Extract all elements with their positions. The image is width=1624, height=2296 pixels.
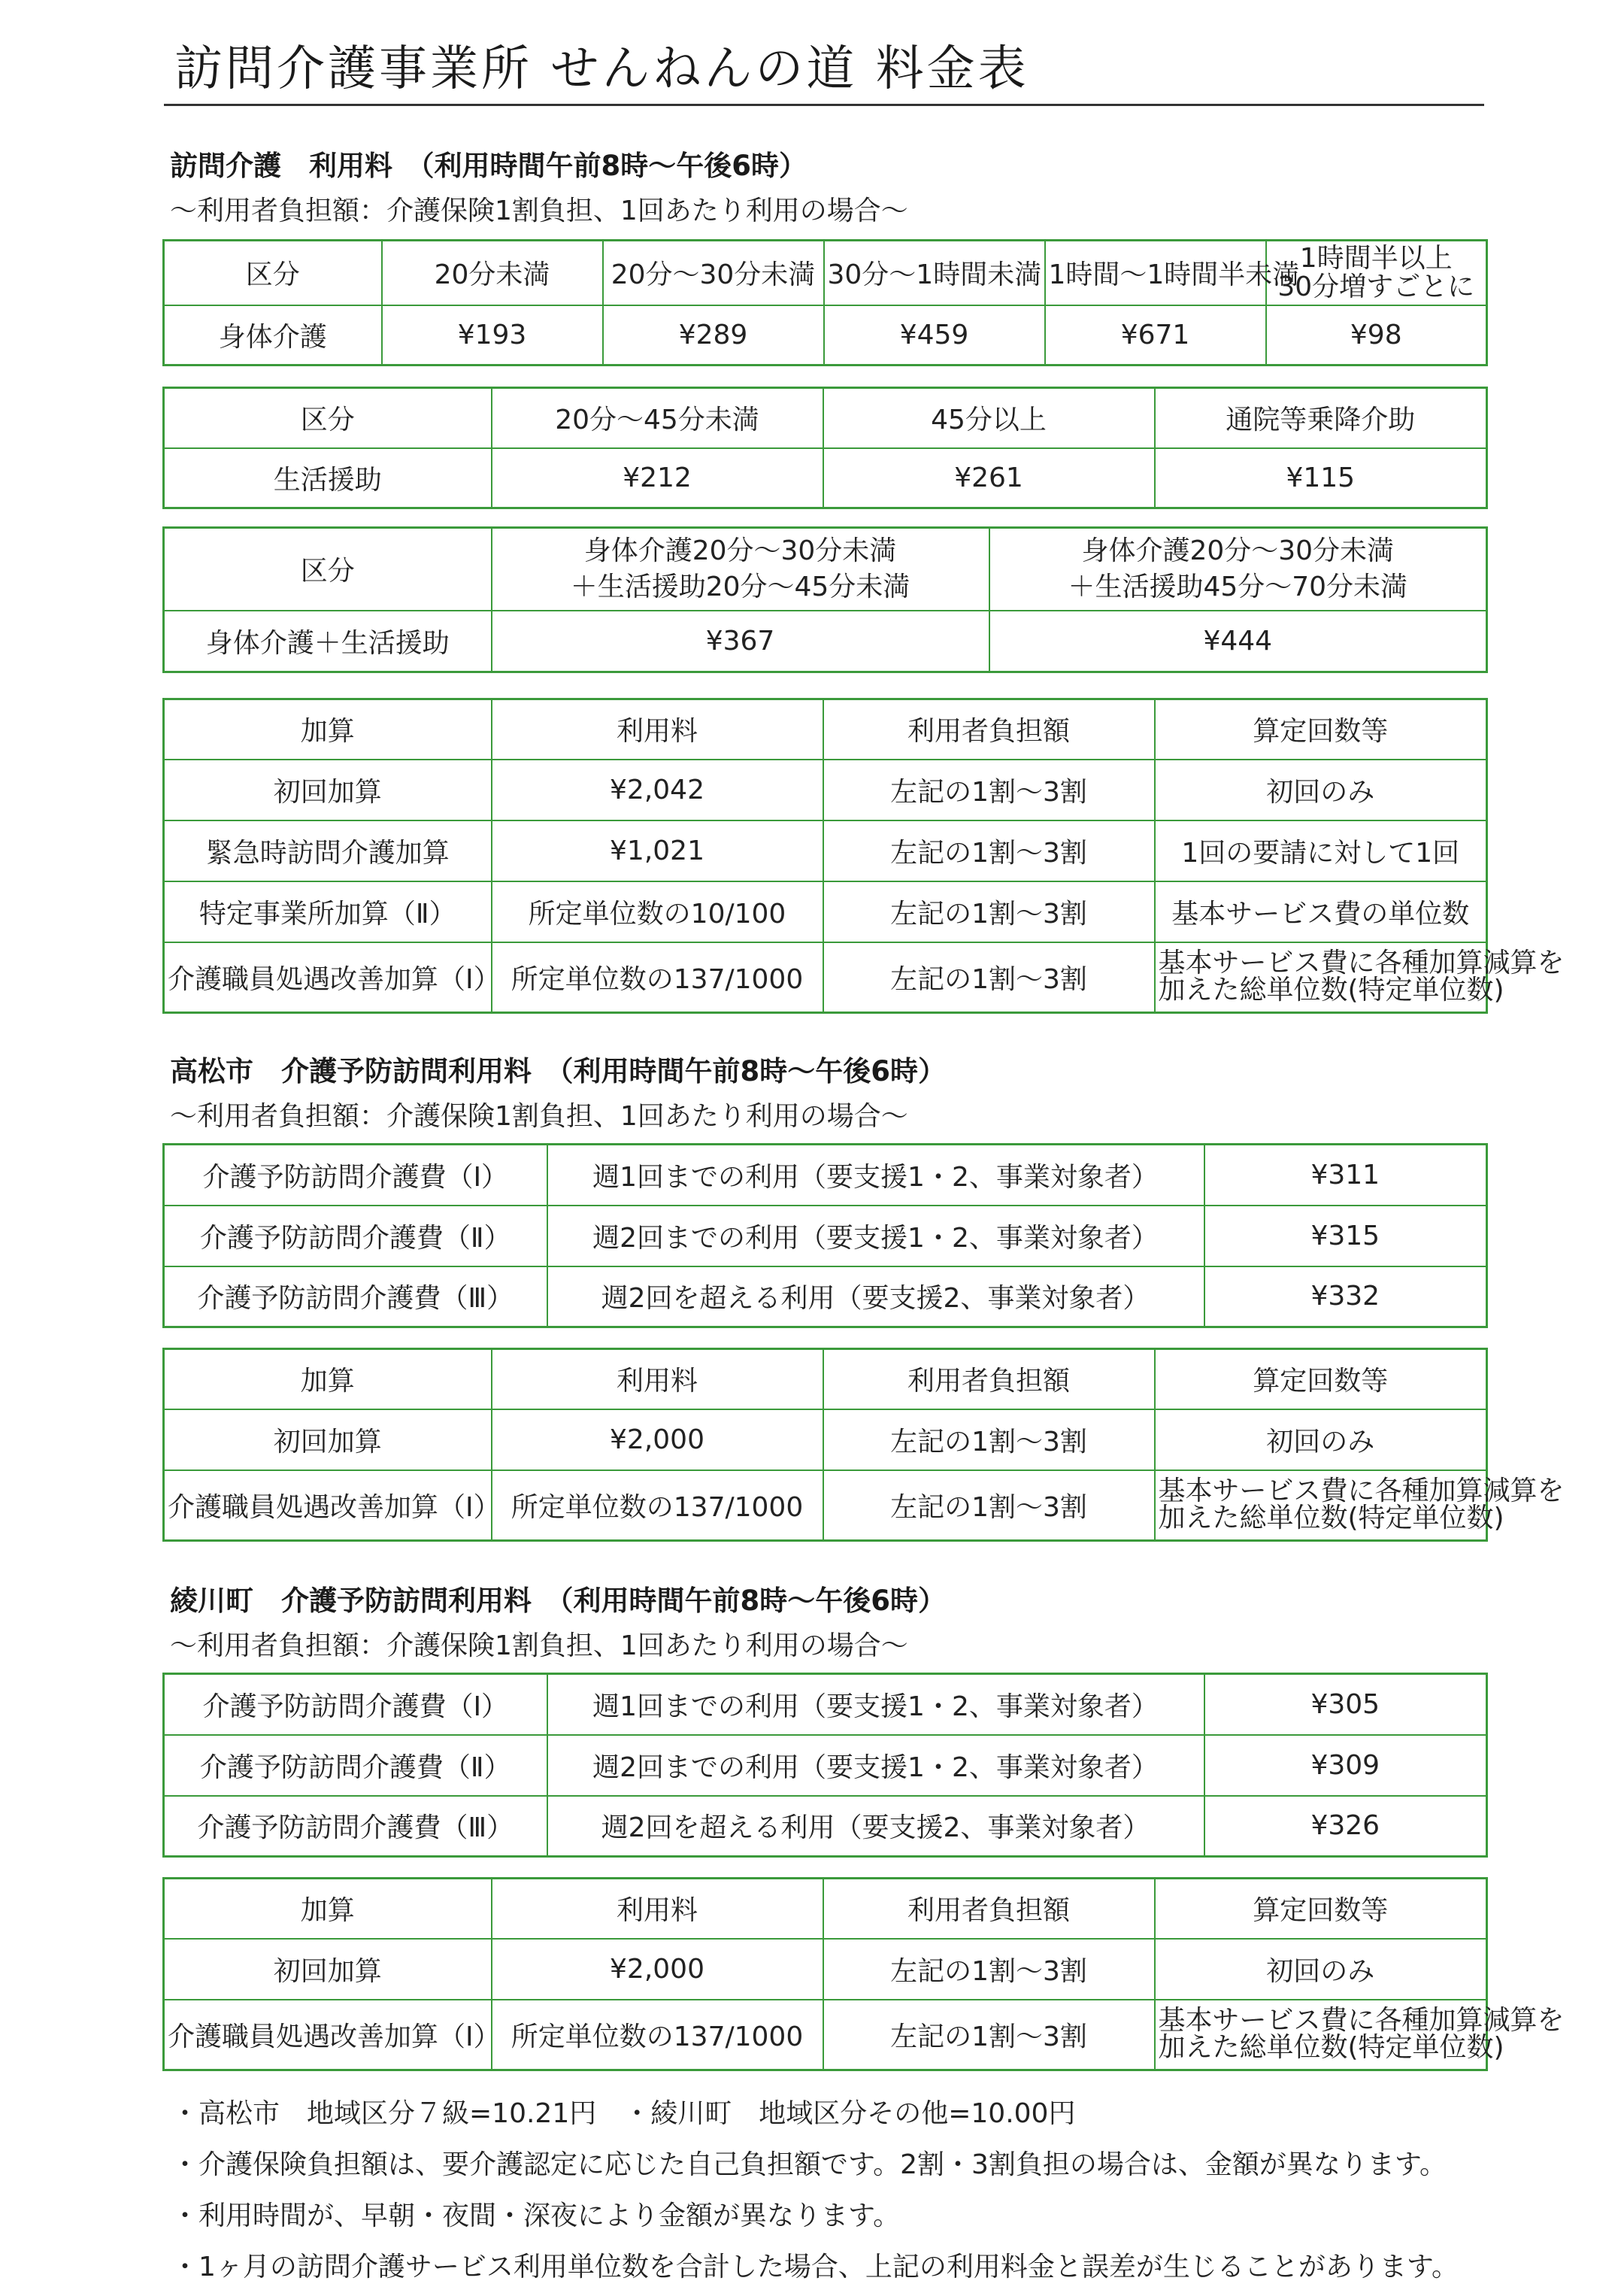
ayagawa-prevention-table (162, 1673, 1488, 1858)
page-title: 訪問介護事業所 せんねんの道 料金表 (174, 41, 1029, 97)
table-cell: 所定単位数の137/1000 (492, 2000, 823, 2070)
combined-care-table (162, 526, 1488, 673)
table-cell: 身体介護＋生活援助 (164, 611, 492, 672)
table-cell: 週1回までの利用（要支援1・2、事業対象者） (547, 1674, 1204, 1735)
table-cell: 週2回までの利用（要支援1・2、事業対象者） (547, 1735, 1204, 1796)
table-cell: 所定単位数の10/100 (492, 881, 823, 942)
section-heading-home-care: 訪問介護 利用料 （利用時間午前8時～午後6時） (170, 150, 807, 182)
table-header-cell: 加算 (164, 699, 492, 760)
table-row (164, 820, 1487, 881)
table-header-cell: 加算 (164, 1349, 492, 1409)
table-cell: 所定単位数の137/1000 (492, 942, 823, 1013)
table-cell: ¥193 (382, 305, 603, 365)
table-cell: 初回のみ (1155, 1409, 1487, 1470)
table-row (164, 1674, 1487, 1735)
table-cell: ¥261 (823, 448, 1155, 508)
table-cell: 介護職員処遇改善加算（Ⅰ） (164, 942, 492, 1013)
table-cell: 左記の1割～3割 (823, 881, 1155, 942)
table-cell: 所定単位数の137/1000 (492, 1470, 823, 1541)
table-cell: 左記の1割～3割 (823, 760, 1155, 820)
table-header-cell: 区分 (164, 528, 492, 611)
table-cell (1155, 942, 1565, 1013)
table-row (164, 611, 1487, 672)
table-cell: 緊急時訪問介護加算 (164, 820, 492, 881)
footnote-rounding: ・1ヶ月の訪問介護サービス利用単位数を合計した場合、上記の利用料金と誤差が生じることがあります。 (171, 2252, 1459, 2282)
section-subnote-ayagawa: ～利用者負担額：介護保険1割負担、1回あたり利用の場合～ (170, 1630, 908, 1661)
table-cell: ¥332 (1204, 1266, 1487, 1327)
header-line: ＋生活援助20分～45分未満 (570, 571, 910, 602)
header-line: 身体介護20分～30分未満 (583, 535, 897, 566)
table-cell: 介護職員処遇改善加算（Ⅰ） (164, 1470, 492, 1541)
table-header-cell: 算定回数等 (1155, 699, 1487, 760)
table-header-cell: 利用料 (492, 1879, 823, 1939)
table-cell: 左記の1割～3割 (823, 942, 1155, 1013)
table-cell: ¥309 (1204, 1735, 1487, 1796)
table-row (164, 1796, 1487, 1857)
table-header-cell: 1時間～1時間半未満 (1045, 241, 1266, 305)
additional-fees-table (162, 698, 1565, 1014)
table-cell: ¥305 (1204, 1674, 1487, 1735)
table-header-cell: 区分 (164, 241, 382, 305)
table-row (164, 1409, 1487, 1470)
table-cell: ¥311 (1204, 1145, 1487, 1206)
table-cell: 介護予防訪問介護費（Ⅲ） (164, 1266, 547, 1327)
table-cell (1155, 1470, 1565, 1541)
section-heading-ayagawa: 綾川町 介護予防訪問利用料 （利用時間午前8時～午後6時） (170, 1585, 946, 1617)
table-cell (1155, 2000, 1565, 2070)
table-cell: 左記の1割～3割 (823, 1470, 1155, 1541)
table-row (164, 1206, 1487, 1266)
table-cell: ¥367 (492, 611, 989, 672)
table-header-cell (989, 528, 1487, 611)
table-cell: 初回加算 (164, 1409, 492, 1470)
table-header-cell: 算定回数等 (1155, 1349, 1487, 1409)
table-row (164, 448, 1487, 508)
note-line: 加えた総単位数(特定単位数) (1158, 1503, 1504, 1534)
table-header-cell: 利用者負担額 (823, 1349, 1155, 1409)
note-line: 基本サービス費に各種加算減算を (1158, 948, 1565, 979)
section-subnote-takamatsu: ～利用者負担額：介護保険1割負担、1回あたり利用の場合～ (170, 1101, 908, 1132)
table-cell: 介護職員処遇改善加算（Ⅰ） (164, 2000, 492, 2070)
table-row (164, 305, 1487, 365)
table-header-cell (1266, 241, 1487, 305)
note-line: 基本サービス費に各種加算減算を (1158, 1476, 1565, 1507)
section-heading-takamatsu: 高松市 介護予防訪問利用料 （利用時間午前8時～午後6時） (170, 1055, 946, 1087)
table-row (164, 1266, 1487, 1327)
table-header-cell: 利用者負担額 (823, 699, 1155, 760)
header-line: 身体介護20分～30分未満 (1081, 535, 1395, 566)
header-line: ＋生活援助45分～70分未満 (1068, 571, 1408, 602)
table-cell: ¥671 (1045, 305, 1266, 365)
table-header-cell: 20分～30分未満 (603, 241, 824, 305)
table-cell: 介護予防訪問介護費（Ⅲ） (164, 1796, 547, 1857)
note-line: 加えた総単位数(特定単位数) (1158, 2032, 1504, 2064)
table-cell: 初回のみ (1155, 1939, 1487, 2000)
table-cell: ¥289 (603, 305, 824, 365)
note-line: 加えた総単位数(特定単位数) (1158, 975, 1504, 1006)
table-row (164, 1470, 1487, 1541)
table-cell: ¥444 (989, 611, 1487, 672)
table-header-cell: 算定回数等 (1155, 1879, 1487, 1939)
table-cell: 介護予防訪問介護費（Ⅱ） (164, 1735, 547, 1796)
table-cell: 週2回を超える利用（要支援2、事業対象者） (547, 1796, 1204, 1857)
header-line: 1時間半以上 (1299, 242, 1453, 274)
table-cell: ¥326 (1204, 1796, 1487, 1857)
table-row (164, 881, 1487, 942)
footnote-time-of-day: ・利用時間が、早朝・夜間・深夜により金額が異なります。 (171, 2200, 901, 2231)
table-cell: 週2回までの利用（要支援1・2、事業対象者） (547, 1206, 1204, 1266)
table-header-cell: 30分～1時間未満 (824, 241, 1045, 305)
table-cell: 基本サービス費の単位数 (1155, 881, 1487, 942)
table-cell: ¥2,000 (492, 1939, 823, 2000)
table-cell: ¥1,021 (492, 820, 823, 881)
table-cell: 初回加算 (164, 1939, 492, 2000)
table-cell: 初回加算 (164, 760, 492, 820)
physical-care-table (162, 239, 1488, 366)
table-header-cell: 20分～45分未満 (492, 388, 823, 448)
table-row (164, 942, 1487, 1013)
table-cell: ¥2,000 (492, 1409, 823, 1470)
table-header-cell: 45分以上 (823, 388, 1155, 448)
table-row (164, 760, 1487, 820)
note-line: 基本サービス費に各種加算減算を (1158, 2005, 1565, 2037)
table-cell: 1回の要請に対して1回 (1155, 820, 1487, 881)
table-cell: 生活援助 (164, 448, 492, 508)
footnote-regional-rate: ・高松市 地域区分７級=10.21円 ・綾川町 地域区分その他=10.00円 (171, 2098, 1076, 2129)
takamatsu-additional-fees-table (162, 1348, 1565, 1542)
table-cell: ¥315 (1204, 1206, 1487, 1266)
table-cell: ¥115 (1155, 448, 1487, 508)
table-cell: 初回のみ (1155, 760, 1487, 820)
table-cell: ¥212 (492, 448, 823, 508)
table-header-cell (492, 528, 989, 611)
table-row (164, 2000, 1487, 2070)
table-header-cell: 利用料 (492, 699, 823, 760)
table-row (164, 1735, 1487, 1796)
footnote-copay: ・介護保険負担額は、要介護認定に応じた自己負担額です。2割・3割負担の場合は、金額が異なります。 (171, 2149, 1447, 2180)
table-cell: 左記の1割～3割 (823, 1939, 1155, 2000)
table-header-cell: 20分未満 (382, 241, 603, 305)
table-row (164, 1939, 1487, 2000)
table-header-cell: 通院等乗降介助 (1155, 388, 1487, 448)
table-cell: 左記の1割～3割 (823, 2000, 1155, 2070)
table-header-cell: 利用者負担額 (823, 1879, 1155, 1939)
table-row (164, 1145, 1487, 1206)
table-cell: 介護予防訪問介護費（Ⅰ） (164, 1674, 547, 1735)
table-cell: 週1回までの利用（要支援1・2、事業対象者） (547, 1145, 1204, 1206)
table-cell: 左記の1割～3割 (823, 1409, 1155, 1470)
table-cell: 介護予防訪問介護費（Ⅱ） (164, 1206, 547, 1266)
table-cell: ¥2,042 (492, 760, 823, 820)
daily-assistance-table (162, 387, 1488, 509)
table-cell: ¥459 (824, 305, 1045, 365)
table-cell: 左記の1割～3割 (823, 820, 1155, 881)
table-cell: 介護予防訪問介護費（Ⅰ） (164, 1145, 547, 1206)
ayagawa-additional-fees-table (162, 1877, 1565, 2071)
table-cell: 週2回を超える利用（要支援2、事業対象者） (547, 1266, 1204, 1327)
section-subnote-home-care: ～利用者負担額：介護保険1割負担、1回あたり利用の場合～ (170, 196, 908, 226)
table-cell: 特定事業所加算（Ⅱ） (164, 881, 492, 942)
takamatsu-prevention-table (162, 1143, 1488, 1328)
header-line: 30分増すごとに (1277, 271, 1475, 302)
table-header-cell: 区分 (164, 388, 492, 448)
table-cell: 身体介護 (164, 305, 382, 365)
table-header-cell: 利用料 (492, 1349, 823, 1409)
table-cell: ¥98 (1266, 305, 1487, 365)
title-divider (164, 104, 1484, 106)
table-header-cell: 加算 (164, 1879, 492, 1939)
